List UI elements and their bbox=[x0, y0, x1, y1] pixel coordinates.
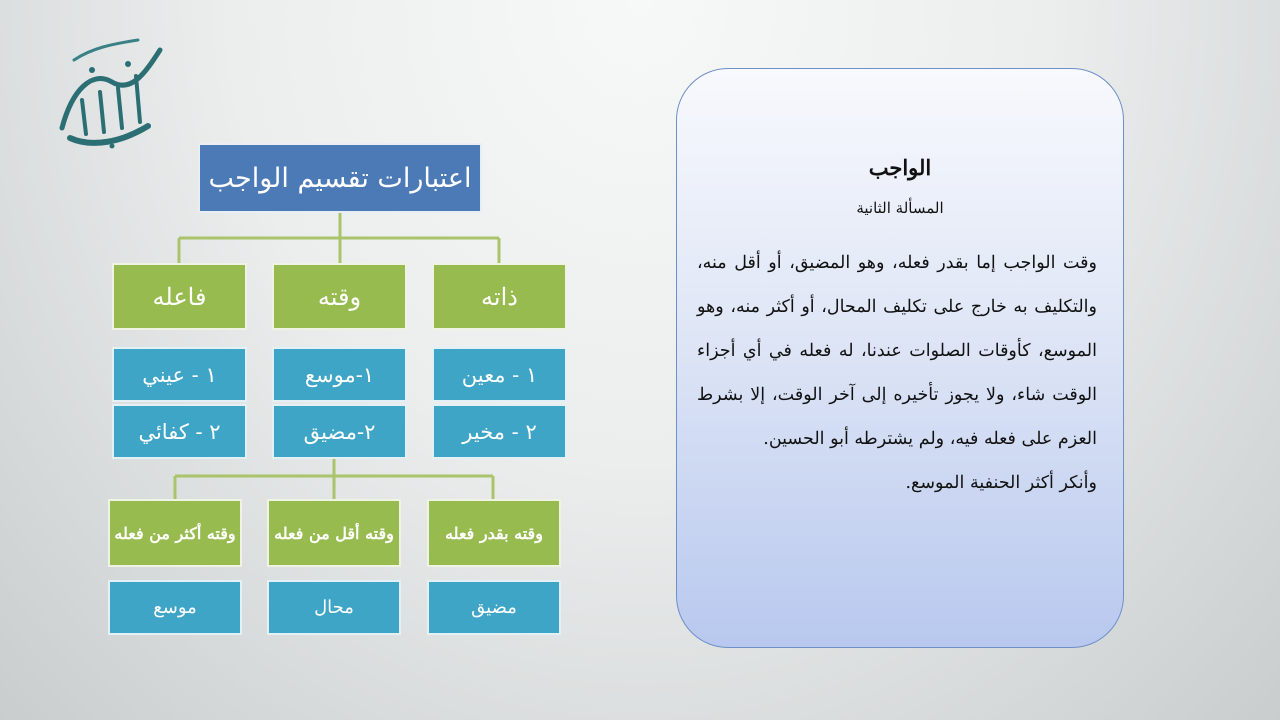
time-case-label: وقته أكثر من فعله bbox=[114, 523, 236, 543]
item-label: ١ - معين bbox=[461, 362, 538, 387]
card-subtitle: المسألة الثانية bbox=[856, 199, 944, 217]
time-result-node bbox=[108, 580, 242, 635]
item-node bbox=[432, 347, 567, 402]
root-node-label: اعتبارات تقسيم الواجب bbox=[208, 162, 472, 194]
time-case-label: وقته أقل من فعله bbox=[274, 523, 394, 543]
item-node bbox=[432, 404, 567, 459]
card-paragraph: وقت الواجب إما بقدر فعله، وهو المضيق، أو أقل منه، والتكليف به خارج على تكليف المحال، أو أكثر منه، وهو الموسع، كأوقات الصلوات عندنا، له فعله في أي أجزاء الوقت شاء، ولا يجوز تأخيره إلى آخر الوقت، إلا بشرط العزم على فعله فيه، ولم يشترطه أبو الحسين. bbox=[697, 253, 1097, 449]
category-label: فاعله bbox=[152, 282, 207, 311]
card-paragraph: وأنكر أكثر الحنفية الموسع. bbox=[905, 473, 1097, 493]
item-label: ٢ - مخير bbox=[462, 419, 537, 444]
card-body bbox=[697, 241, 1097, 505]
time-result-node bbox=[267, 580, 401, 635]
item-label: ١-موسع bbox=[304, 362, 375, 387]
category-label: ذاته bbox=[481, 282, 518, 311]
item-label: ٢-مضيق bbox=[303, 419, 376, 444]
category-node-time bbox=[272, 263, 407, 330]
time-case-node bbox=[427, 499, 561, 567]
category-label: وقته bbox=[317, 282, 362, 311]
item-node bbox=[112, 404, 247, 459]
root-node bbox=[198, 143, 482, 213]
item-label: ٢ - كفائي bbox=[138, 419, 221, 444]
time-case-node bbox=[108, 499, 242, 567]
time-result-node bbox=[427, 580, 561, 635]
category-node-doer bbox=[112, 263, 247, 330]
logo-signature bbox=[62, 40, 160, 149]
item-node bbox=[272, 404, 407, 459]
time-case-label: وقته بقدر فعله bbox=[445, 523, 543, 543]
item-node bbox=[112, 347, 247, 402]
category-node-essence bbox=[432, 263, 567, 330]
item-node bbox=[272, 347, 407, 402]
card-title: الواجب bbox=[868, 155, 932, 180]
time-result-label: موسع bbox=[153, 597, 197, 618]
time-result-label: مضيق bbox=[471, 597, 517, 618]
time-case-node bbox=[267, 499, 401, 567]
time-result-label: محال bbox=[314, 597, 354, 618]
calligraphy-logo bbox=[52, 30, 170, 152]
item-label: ١ - عيني bbox=[142, 362, 217, 387]
info-card bbox=[676, 68, 1124, 648]
